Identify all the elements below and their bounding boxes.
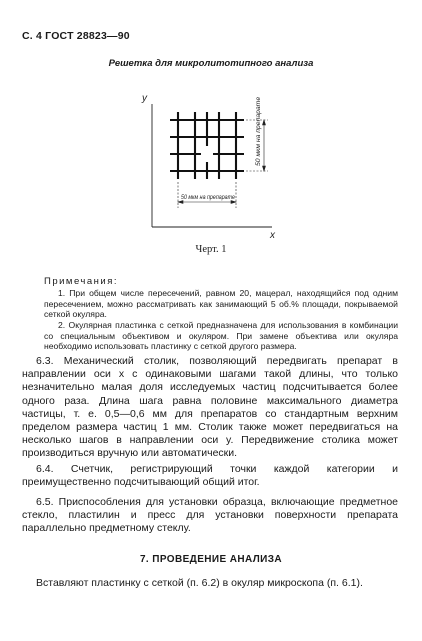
note-1: 1. При общем числе пересечений, равном 20, мацерал, находящийся под одним пересечением, можно рассматривать как занимающий 5 об.% площади, покрываемой сеткой окуляра. <box>44 288 398 320</box>
x-axis-label: x <box>270 230 275 241</box>
reticle-grid <box>170 112 244 179</box>
section-title: 7. ПРОВЕДЕНИЕ АНАЛИЗА <box>139 554 283 565</box>
y-axis-label: y <box>142 93 147 104</box>
section-paragraph: Вставляют пластинку с сеткой (п. 6.2) в окуляр микроскопа (п. 6.1). <box>36 577 363 589</box>
paragraph-6-4: 6.4. Счетчик, регистрирующий точки каждой категории и преимущественно подсчитывающий общий итог. <box>22 463 398 489</box>
figure-caption: Черт. 1 <box>195 244 227 255</box>
notes-title: Примечания: <box>44 276 118 287</box>
page-header: С. 4 ГОСТ 28823—90 <box>22 30 130 42</box>
grid-figure <box>0 0 422 250</box>
paragraph-6-5: 6.5. Приспособления для установки образца, включающие предметное стекло, пластилин и пресс для установки поверхности препарата параллельно предметному стеклу. <box>22 496 398 535</box>
vertical-dimension-label: 50 мкм на препарате <box>255 96 262 166</box>
note-2: 2. Окулярная пластинка с сеткой предназначена для использования в комбинации со специальным объективом и окуляром. При замене объектива или окуляра необходимо использовать пластинку с сеткой другого размера. <box>44 320 398 352</box>
figure-title: Решетка для микролитотипного анализа <box>108 58 314 69</box>
paragraph-6-3: 6.3. Механический столик, позволяющий передвигать препарат в направлении оси x с одинаковыми шагами такой длины, что только незначительно малая доля исследуемых частиц подсчитывается более одного раза. Длина шага равна половине максимального диаметра частицы, т. е. 0,5—0,6 мм для препаратов со стандартным верхним пределом размера частиц 1 мм. Столик также может передвигаться на несколько шагов в направлении оси y. Передвижение столика может производиться вручную или автоматически. <box>22 355 398 460</box>
horizontal-dimension-label: 50 мкм на препарате <box>181 194 236 201</box>
